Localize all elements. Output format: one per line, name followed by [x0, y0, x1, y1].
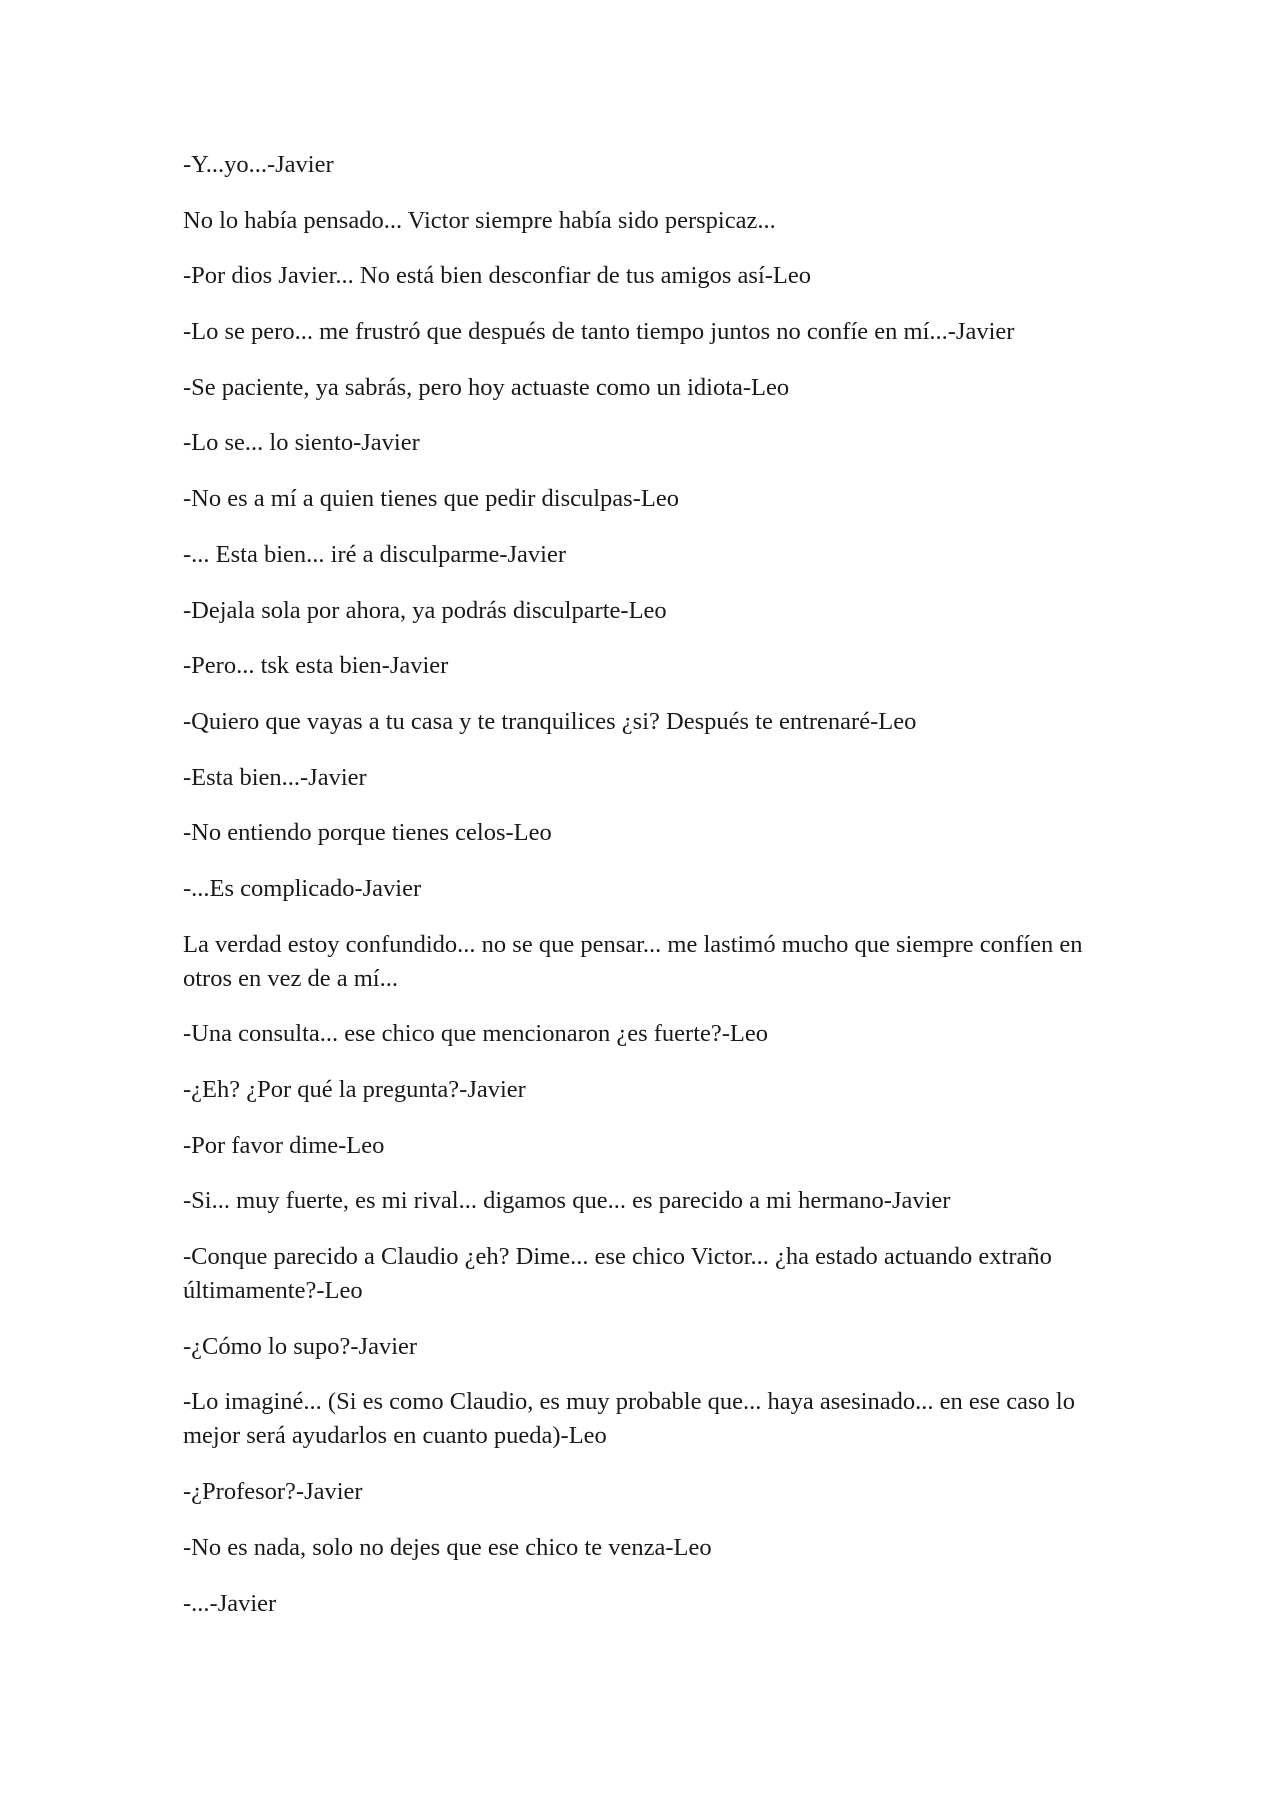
- paragraph: -Por dios Javier... No está bien desconfiar de tus amigos así-Leo: [183, 262, 812, 290]
- paragraph: -Y...yo...-Javier: [183, 151, 334, 178]
- paragraph: -... Esta bien... iré a disculparme-Javier: [183, 540, 567, 568]
- document-body: [183, 148, 1103, 1642]
- paragraph: -¿Profesor?-Javier: [183, 1478, 363, 1506]
- paragraph: -Lo imaginé... (Si es como Claudio, es muy probable que... haya asesinado... en ese caso lo mejor será ayudarlos en cuanto pueda)-Leo: [183, 1388, 1075, 1450]
- paragraph: -No entiendo porque tienes celos-Leo: [183, 819, 552, 847]
- paragraph: -No es a mí a quien tienes que pedir disculpas-Leo: [183, 485, 679, 513]
- paragraph: -Lo se... lo siento-Javier: [183, 429, 420, 457]
- paragraph: -No es nada, solo no dejes que ese chico te venza-Leo: [183, 1533, 712, 1561]
- paragraph: -Se paciente, ya sabrás, pero hoy actuaste como un idiota-Leo: [183, 373, 790, 401]
- paragraph: -Lo se pero... me frustró que después de tanto tiempo juntos no confíe en mí...-Javier: [183, 318, 1015, 346]
- paragraph: -Esta bien...-Javier: [183, 763, 367, 791]
- paragraph: La verdad estoy confundido... no se que pensar... me lastimó mucho que siempre confíen en otros en vez de a mí...: [183, 930, 1083, 992]
- paragraph: -Conque parecido a Claudio ¿eh? Dime... ese chico Victor... ¿ha estado actuando extraño últimamente?-Leo: [183, 1243, 1052, 1305]
- paragraph: -Si... muy fuerte, es mi rival... digamos que... es parecido a mi hermano-Javier: [183, 1187, 951, 1215]
- paragraph: -¿Cómo lo supo?-Javier: [183, 1332, 418, 1360]
- paragraph: -Pero... tsk esta bien-Javier: [183, 652, 449, 680]
- paragraph: -¿Eh? ¿Por qué la pregunta?-Javier: [183, 1076, 526, 1103]
- paragraph: -Una consulta... ese chico que mencionaron ¿es fuerte?-Leo: [183, 1020, 769, 1048]
- paragraph: No lo había pensado... Victor siempre había sido perspicaz...: [183, 206, 776, 234]
- paragraph: -Dejala sola por ahora, ya podrás disculparte-Leo: [183, 596, 667, 624]
- paragraph: -Por favor dime-Leo: [183, 1131, 385, 1159]
- paragraph: -...Es complicado-Javier: [183, 874, 422, 902]
- paragraph: -...-Javier: [183, 1589, 277, 1617]
- paragraph: -Quiero que vayas a tu casa y te tranquilices ¿si? Después te entrenaré-Leo: [183, 707, 917, 735]
